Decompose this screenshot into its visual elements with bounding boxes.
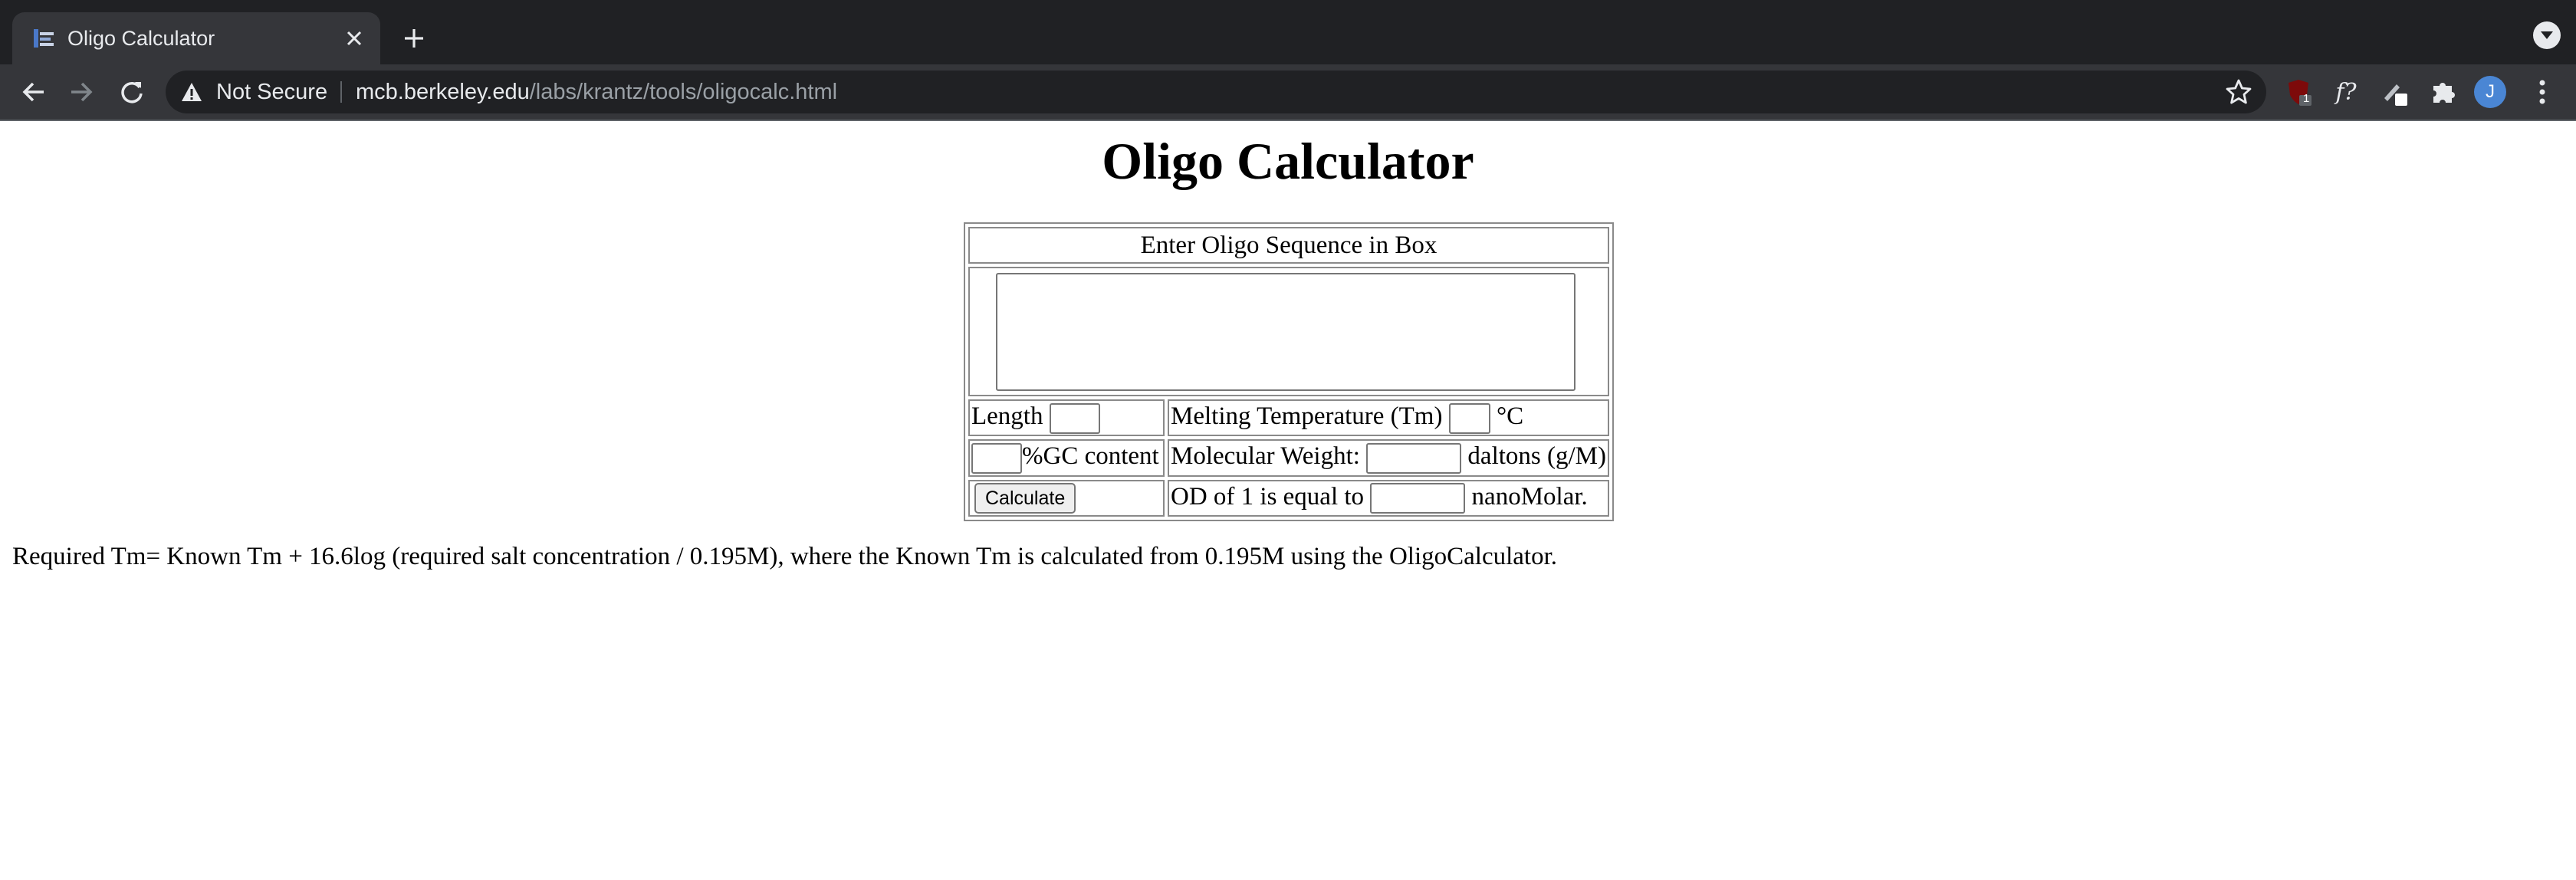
calculate-cell (968, 480, 1165, 517)
sequence-input[interactable] (996, 273, 1576, 391)
od-input[interactable] (1370, 483, 1465, 514)
browser-toolbar (0, 64, 2576, 120)
address-bar[interactable] (166, 71, 2266, 113)
mw-input[interactable] (1366, 443, 1461, 474)
ublock-extension-icon[interactable] (2282, 75, 2315, 109)
length-cell (968, 399, 1165, 436)
length-input[interactable] (1050, 403, 1100, 434)
warning-icon (181, 81, 202, 103)
profile-avatar[interactable]: J (2474, 76, 2506, 108)
od-cell (1168, 480, 1609, 517)
url-text[interactable] (356, 71, 837, 113)
tab-strip (0, 0, 2576, 64)
od-unit: nanoMolar. (1471, 482, 1588, 511)
length-label: Length (971, 402, 1043, 431)
tab-search-icon[interactable] (2533, 21, 2561, 49)
sequence-cell (968, 267, 1609, 396)
pen-extension-icon[interactable] (2378, 75, 2412, 109)
gc-cell (968, 439, 1165, 476)
browser-tab[interactable] (12, 12, 380, 64)
extensions-puzzle-icon[interactable] (2427, 75, 2461, 109)
bookmark-star-icon[interactable] (2225, 78, 2252, 106)
tm-unit: °C (1496, 402, 1524, 431)
omnibox-divider (340, 81, 342, 103)
security-status[interactable]: Not Secure (216, 80, 328, 104)
menu-kebab-icon[interactable] (2524, 74, 2561, 110)
reload-icon[interactable] (113, 74, 150, 110)
page-title: Oligo Calculator (1102, 132, 1474, 190)
site-favicon-icon (32, 26, 57, 51)
calculator-table (964, 222, 1614, 521)
close-tab-icon[interactable] (339, 23, 370, 54)
sequence-header: Enter Oligo Sequence in Box (968, 227, 1609, 264)
back-icon[interactable] (15, 74, 52, 110)
od-label: OD of 1 is equal to (1171, 482, 1365, 511)
mw-unit: daltons (g/M) (1467, 442, 1606, 471)
gc-label: %GC content (1022, 442, 1159, 471)
tm-input[interactable] (1449, 403, 1490, 434)
salt-correction-note: Required Tm= Known Tm + 16.6log (required salt concentration / 0.195M), where the Known Tm is calculated from 0.195M using the OligoCalculator. (12, 543, 1557, 570)
url-host: mcb.berkeley.edu (356, 80, 530, 104)
gc-input[interactable] (971, 443, 1022, 474)
tab-title: Oligo Calculator (67, 27, 215, 50)
tm-cell (1168, 399, 1609, 436)
forward-icon[interactable] (63, 74, 100, 110)
toolbar-divider (0, 120, 2576, 121)
url-path: /labs/krantz/tools/oligocalc.html (529, 80, 838, 104)
mw-cell (1168, 439, 1609, 476)
fx-extension-icon[interactable] (2329, 75, 2363, 109)
fx-label: f? (2335, 78, 2357, 106)
tm-label: Melting Temperature (Tm) (1171, 402, 1443, 431)
calculate-button[interactable]: Calculate (974, 483, 1076, 514)
mw-label: Molecular Weight: (1171, 442, 1360, 471)
new-tab-icon[interactable] (396, 20, 432, 57)
ublock-badge: 1 (2303, 92, 2310, 105)
